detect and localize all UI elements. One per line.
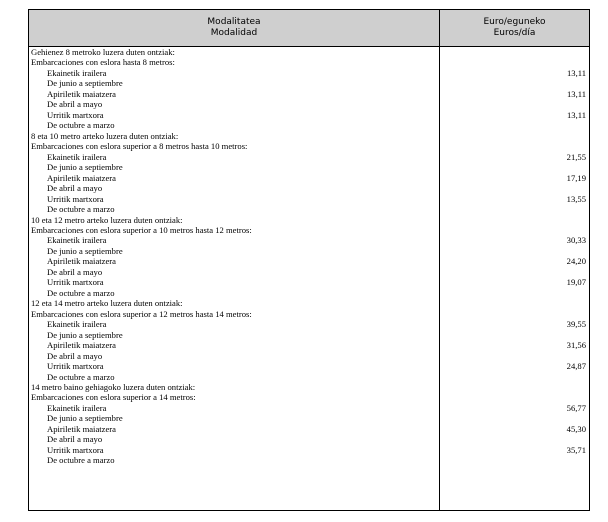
table-row [29,413,589,423]
table-row [29,235,589,245]
row-label: De junio a septiembre [47,162,123,173]
header-modality [29,10,440,46]
row-label: De junio a septiembre [47,413,123,424]
row-value: 24,20 [566,256,586,267]
table-row [29,194,589,204]
row-value: 39,55 [566,319,586,330]
table-row [29,152,589,162]
table-body [29,47,589,466]
table-row [29,351,589,361]
table-row [29,309,589,319]
table-row [29,445,589,455]
table-row [29,131,589,141]
row-label: Urritik martxora [47,109,104,120]
table-row [29,372,589,382]
row-label: Embarcaciones con eslora superior a 10 metros hasta 12 metros: [31,224,252,235]
row-value: 24,87 [566,361,586,372]
row-label: 10 eta 12 metro arteko luzera duten ontziak: [31,214,183,225]
row-label: Embarcaciones con eslora superior a 12 metros hasta 14 metros: [31,308,252,319]
table-row [29,434,589,444]
row-label: Ekainetik irailera [47,319,107,330]
row-label: Urritik martxora [47,193,104,204]
table-row [29,225,589,235]
row-value: 13,11 [566,109,586,120]
table-row [29,204,589,214]
row-label: De junio a septiembre [47,245,123,256]
row-label: Gehienez 8 metroko luzera duten ontziak: [31,47,175,57]
header-euros-per-day [440,10,589,46]
table-row [29,288,589,298]
row-value: 30,33 [566,235,586,246]
table-row [29,298,589,308]
row-label: De abril a mayo [47,99,103,110]
row-label: Embarcaciones con eslora hasta 8 metros: [31,57,175,68]
row-label: De octubre a marzo [47,287,115,298]
table-row [29,392,589,402]
row-value: 56,77 [566,402,586,413]
table-row [29,277,589,287]
row-label: Embarcaciones con eslora superior a 8 metros hasta 10 metros: [31,141,248,152]
table-header [29,10,589,47]
table-row [29,57,589,67]
row-label: De abril a mayo [47,183,103,194]
row-value: 21,55 [566,151,586,162]
row-label: 12 eta 14 metro arteko luzera duten ontziak: [31,298,183,309]
row-label: Ekainetik irailera [47,402,107,413]
fee-table [28,9,590,511]
row-label: Urritik martxora [47,444,104,455]
table-row [29,89,589,99]
row-value: 17,19 [566,172,586,183]
table-row [29,47,589,57]
table-row [29,110,589,120]
row-label: De octubre a marzo [47,371,115,382]
row-label: De junio a septiembre [47,78,123,89]
table-row [29,141,589,151]
row-label: 8 eta 10 metro arteko luzera duten ontziak: [31,130,179,141]
row-value: 13,11 [566,88,586,99]
row-label: Apiriletik maiatzera [47,88,116,99]
row-label: De abril a mayo [47,350,103,361]
table-row [29,330,589,340]
row-value: 35,71 [566,444,586,455]
row-label: Apiriletik maiatzera [47,423,116,434]
table-row [29,382,589,392]
row-label: Apiriletik maiatzera [47,340,116,351]
table-row [29,173,589,183]
table-row [29,256,589,266]
header-euros-basque: Euro/eguneko [483,17,546,27]
table-row [29,246,589,256]
table-row [29,455,589,465]
row-label: Ekainetik irailera [47,151,107,162]
row-label: Ekainetik irailera [47,235,107,246]
table-row [29,183,589,193]
row-label: De octubre a marzo [47,204,115,215]
table-row [29,361,589,371]
table-row [29,215,589,225]
row-label: 14 metro baino gehiagoko luzera duten ontziak: [31,382,196,392]
table-row [29,267,589,277]
row-label: Apiriletik maiatzera [47,172,116,183]
row-label: De octubre a marzo [47,455,115,466]
table-row [29,78,589,88]
header-euros-spanish: Euros/día [493,28,536,38]
row-label: Urritik martxora [47,277,104,288]
table-row [29,319,589,329]
header-modality-spanish: Modalidad [210,28,258,38]
row-label: De abril a mayo [47,266,103,277]
row-label: Urritik martxora [47,361,104,372]
row-label: Ekainetik irailera [47,67,107,78]
header-modality-basque: Modalitatea [207,17,261,27]
table-row [29,99,589,109]
row-label: Embarcaciones con eslora superior a 14 metros: [31,392,196,403]
table-row [29,340,589,350]
table-row [29,68,589,78]
row-label: Apiriletik maiatzera [47,256,116,267]
row-value: 31,56 [566,340,586,351]
table-row [29,162,589,172]
row-value: 13,55 [566,193,586,204]
row-value: 45,30 [566,423,586,434]
row-value: 13,11 [566,67,586,78]
table-row [29,403,589,413]
table-row [29,120,589,130]
row-label: De octubre a marzo [47,120,115,131]
row-label: De junio a septiembre [47,329,123,340]
row-value: 19,07 [566,277,586,288]
row-label: De abril a mayo [47,434,103,445]
table-row [29,424,589,434]
